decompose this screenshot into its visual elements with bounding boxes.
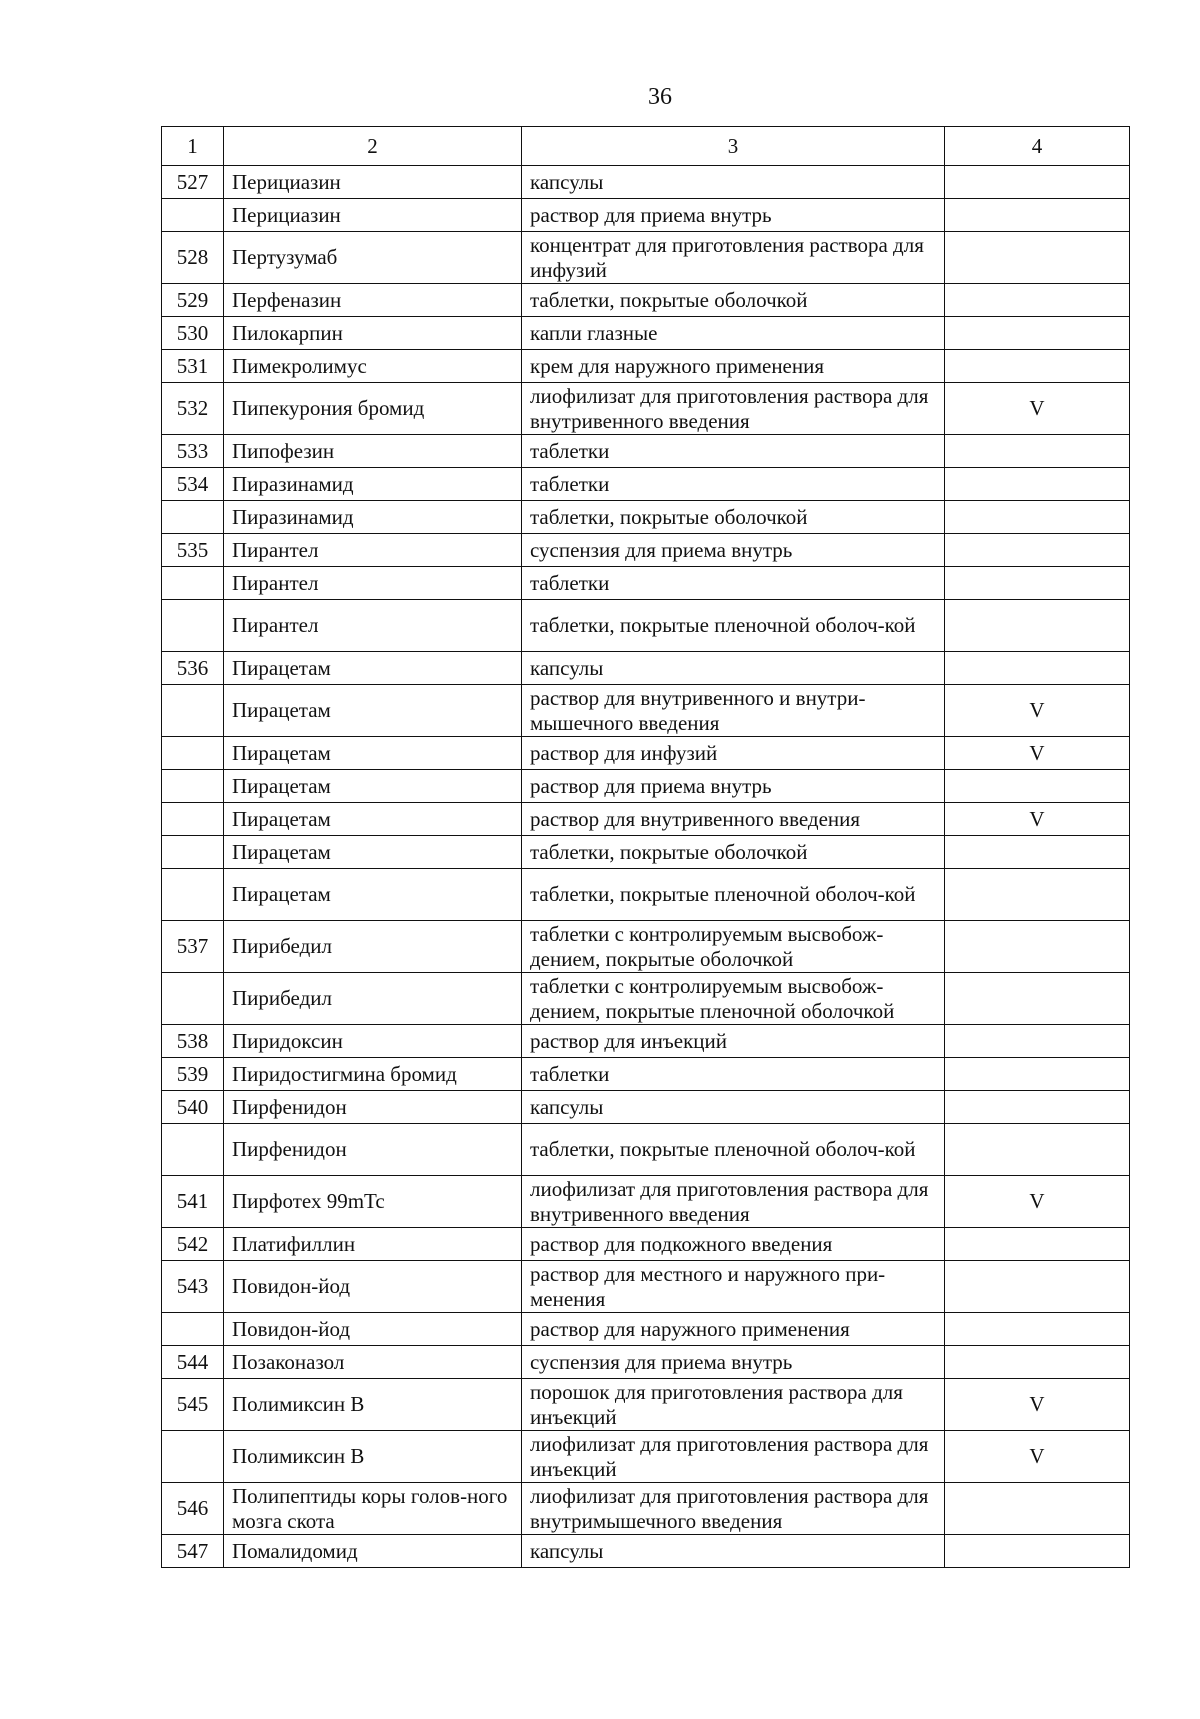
table-row bbox=[162, 921, 1130, 973]
table-row bbox=[162, 534, 1130, 567]
mark-cell bbox=[945, 921, 1130, 973]
drug-name: Пирацетам bbox=[224, 770, 522, 803]
drug-name: Пирацетам bbox=[224, 869, 522, 921]
table-row bbox=[162, 803, 1130, 836]
dosage-form: порошок для приготовления раствора для инъекций bbox=[522, 1379, 945, 1431]
table-row bbox=[162, 652, 1130, 685]
drug-name: Пирфотех 99mTc bbox=[224, 1176, 522, 1228]
drug-name: Перфеназин bbox=[224, 284, 522, 317]
row-number bbox=[162, 770, 224, 803]
drug-name: Повидон-йод bbox=[224, 1313, 522, 1346]
table-row bbox=[162, 1228, 1130, 1261]
mark-cell bbox=[945, 1228, 1130, 1261]
dosage-form: раствор для подкожного введения bbox=[522, 1228, 945, 1261]
mark-cell bbox=[945, 770, 1130, 803]
row-number: 533 bbox=[162, 435, 224, 468]
mark-cell bbox=[945, 1025, 1130, 1058]
header-cell-1: 1 bbox=[162, 127, 224, 166]
dosage-form: таблетки, покрытые оболочкой bbox=[522, 284, 945, 317]
table-row bbox=[162, 1261, 1130, 1313]
drug-name: Позаконазол bbox=[224, 1346, 522, 1379]
row-number bbox=[162, 199, 224, 232]
dosage-form: раствор для инфузий bbox=[522, 737, 945, 770]
row-number: 535 bbox=[162, 534, 224, 567]
mark-cell bbox=[945, 166, 1130, 199]
row-number: 530 bbox=[162, 317, 224, 350]
drug-name: Пертузумаб bbox=[224, 232, 522, 284]
mark-cell: V bbox=[945, 1379, 1130, 1431]
table-row bbox=[162, 1058, 1130, 1091]
drug-name: Пирантел bbox=[224, 567, 522, 600]
table-row bbox=[162, 435, 1130, 468]
drug-table bbox=[161, 126, 1130, 1568]
table-row bbox=[162, 1091, 1130, 1124]
drug-name: Пипофезин bbox=[224, 435, 522, 468]
dosage-form: раствор для местного и наружного при-менения bbox=[522, 1261, 945, 1313]
dosage-form: капсулы bbox=[522, 1091, 945, 1124]
mark-cell: V bbox=[945, 737, 1130, 770]
table-row bbox=[162, 1313, 1130, 1346]
table-row bbox=[162, 1346, 1130, 1379]
row-number bbox=[162, 600, 224, 652]
dosage-form: раствор для внутривенного введения bbox=[522, 803, 945, 836]
drug-name: Пирантел bbox=[224, 534, 522, 567]
mark-cell: V bbox=[945, 803, 1130, 836]
row-number: 547 bbox=[162, 1535, 224, 1568]
dosage-form: таблетки bbox=[522, 468, 945, 501]
row-number: 544 bbox=[162, 1346, 224, 1379]
mark-cell: V bbox=[945, 1176, 1130, 1228]
table-row bbox=[162, 284, 1130, 317]
mark-cell bbox=[945, 1261, 1130, 1313]
row-number bbox=[162, 973, 224, 1025]
mark-cell bbox=[945, 199, 1130, 232]
drug-name: Пирибедил bbox=[224, 973, 522, 1025]
mark-cell bbox=[945, 1535, 1130, 1568]
row-number: 537 bbox=[162, 921, 224, 973]
header-row bbox=[162, 127, 1130, 166]
table-row bbox=[162, 232, 1130, 284]
dosage-form: лиофилизат для приготовления раствора для инъекций bbox=[522, 1431, 945, 1483]
dosage-form: таблетки bbox=[522, 567, 945, 600]
row-number bbox=[162, 737, 224, 770]
row-number: 541 bbox=[162, 1176, 224, 1228]
dosage-form: таблетки с контролируемым высвобож-дением, покрытые оболочкой bbox=[522, 921, 945, 973]
mark-cell bbox=[945, 652, 1130, 685]
row-number: 528 bbox=[162, 232, 224, 284]
row-number: 531 bbox=[162, 350, 224, 383]
table-row bbox=[162, 1379, 1130, 1431]
row-number bbox=[162, 685, 224, 737]
mark-cell bbox=[945, 1346, 1130, 1379]
dosage-form: лиофилизат для приготовления раствора для внутривенного введения bbox=[522, 383, 945, 435]
drug-name: Пиридоксин bbox=[224, 1025, 522, 1058]
header-cell-2: 2 bbox=[224, 127, 522, 166]
dosage-form: концентрат для приготовления раствора для инфузий bbox=[522, 232, 945, 284]
row-number: 542 bbox=[162, 1228, 224, 1261]
dosage-form: таблетки с контролируемым высвобож-дением, покрытые пленочной оболочкой bbox=[522, 973, 945, 1025]
drug-name: Пирацетам bbox=[224, 652, 522, 685]
dosage-form: суспензия для приема внутрь bbox=[522, 534, 945, 567]
mark-cell bbox=[945, 1483, 1130, 1535]
dosage-form: раствор для приема внутрь bbox=[522, 770, 945, 803]
row-number bbox=[162, 836, 224, 869]
dosage-form: таблетки, покрытые оболочкой bbox=[522, 836, 945, 869]
table-row bbox=[162, 199, 1130, 232]
mark-cell bbox=[945, 1124, 1130, 1176]
mark-cell bbox=[945, 836, 1130, 869]
row-number bbox=[162, 803, 224, 836]
drug-name: Пилокарпин bbox=[224, 317, 522, 350]
row-number: 543 bbox=[162, 1261, 224, 1313]
row-number bbox=[162, 869, 224, 921]
dosage-form: лиофилизат для приготовления раствора для внутривенного введения bbox=[522, 1176, 945, 1228]
mark-cell bbox=[945, 534, 1130, 567]
drug-name: Пирацетам bbox=[224, 737, 522, 770]
table-row bbox=[162, 973, 1130, 1025]
dosage-form: раствор для внутривенного и внутри-мышечного введения bbox=[522, 685, 945, 737]
mark-cell bbox=[945, 567, 1130, 600]
drug-name: Пиридостигмина бромид bbox=[224, 1058, 522, 1091]
dosage-form: таблетки bbox=[522, 435, 945, 468]
drug-name: Пипекурония бромид bbox=[224, 383, 522, 435]
dosage-form: раствор для наружного применения bbox=[522, 1313, 945, 1346]
drug-name: Пимекролимус bbox=[224, 350, 522, 383]
drug-name: Пирацетам bbox=[224, 836, 522, 869]
mark-cell bbox=[945, 468, 1130, 501]
drug-name: Пирфенидон bbox=[224, 1091, 522, 1124]
row-number bbox=[162, 567, 224, 600]
drug-name: Перициазин bbox=[224, 166, 522, 199]
row-number: 538 bbox=[162, 1025, 224, 1058]
mark-cell bbox=[945, 869, 1130, 921]
dosage-form: капсулы bbox=[522, 652, 945, 685]
table-row bbox=[162, 166, 1130, 199]
drug-name: Платифиллин bbox=[224, 1228, 522, 1261]
row-number: 546 bbox=[162, 1483, 224, 1535]
drug-name: Пирацетам bbox=[224, 803, 522, 836]
header-cell-3: 3 bbox=[522, 127, 945, 166]
dosage-form: капли глазные bbox=[522, 317, 945, 350]
drug-name: Пирацетам bbox=[224, 685, 522, 737]
table-row bbox=[162, 383, 1130, 435]
mark-cell bbox=[945, 501, 1130, 534]
dosage-form: крем для наружного применения bbox=[522, 350, 945, 383]
row-number: 532 bbox=[162, 383, 224, 435]
row-number bbox=[162, 1313, 224, 1346]
drug-name: Полимиксин В bbox=[224, 1379, 522, 1431]
dosage-form: капсулы bbox=[522, 166, 945, 199]
row-number: 534 bbox=[162, 468, 224, 501]
mark-cell bbox=[945, 350, 1130, 383]
mark-cell bbox=[945, 600, 1130, 652]
drug-name: Пиразинамид bbox=[224, 501, 522, 534]
row-number: 540 bbox=[162, 1091, 224, 1124]
dosage-form: таблетки, покрытые оболочкой bbox=[522, 501, 945, 534]
table-row bbox=[162, 1124, 1130, 1176]
drug-name: Полимиксин В bbox=[224, 1431, 522, 1483]
row-number bbox=[162, 501, 224, 534]
mark-cell bbox=[945, 284, 1130, 317]
drug-name: Повидон-йод bbox=[224, 1261, 522, 1313]
dosage-form: лиофилизат для приготовления раствора для внутримышечного введения bbox=[522, 1483, 945, 1535]
dosage-form: суспензия для приема внутрь bbox=[522, 1346, 945, 1379]
table-row bbox=[162, 1483, 1130, 1535]
table-row bbox=[162, 1176, 1130, 1228]
dosage-form: раствор для инъекций bbox=[522, 1025, 945, 1058]
table-row bbox=[162, 600, 1130, 652]
table-row bbox=[162, 869, 1130, 921]
table-row bbox=[162, 468, 1130, 501]
table-row bbox=[162, 737, 1130, 770]
row-number bbox=[162, 1431, 224, 1483]
mark-cell bbox=[945, 1058, 1130, 1091]
drug-name: Пирфенидон bbox=[224, 1124, 522, 1176]
row-number bbox=[162, 1124, 224, 1176]
table-row bbox=[162, 836, 1130, 869]
table-row bbox=[162, 501, 1130, 534]
header-cell-4: 4 bbox=[945, 127, 1130, 166]
mark-cell bbox=[945, 1091, 1130, 1124]
dosage-form: раствор для приема внутрь bbox=[522, 199, 945, 232]
dosage-form: капсулы bbox=[522, 1535, 945, 1568]
table-row bbox=[162, 1535, 1130, 1568]
table-row bbox=[162, 350, 1130, 383]
dosage-form: таблетки, покрытые пленочной оболоч-кой bbox=[522, 600, 945, 652]
mark-cell bbox=[945, 435, 1130, 468]
page-number: 36 bbox=[648, 84, 672, 110]
dosage-form: таблетки, покрытые пленочной оболоч-кой bbox=[522, 869, 945, 921]
drug-name: Помалидомид bbox=[224, 1535, 522, 1568]
drug-name: Пирибедил bbox=[224, 921, 522, 973]
mark-cell bbox=[945, 232, 1130, 284]
drug-name: Пиразинамид bbox=[224, 468, 522, 501]
row-number: 539 bbox=[162, 1058, 224, 1091]
table-row bbox=[162, 567, 1130, 600]
row-number: 536 bbox=[162, 652, 224, 685]
drug-name: Перициазин bbox=[224, 199, 522, 232]
dosage-form: таблетки bbox=[522, 1058, 945, 1091]
mark-cell: V bbox=[945, 1431, 1130, 1483]
dosage-form: таблетки, покрытые пленочной оболоч-кой bbox=[522, 1124, 945, 1176]
drug-name: Полипептиды коры голов-ного мозга скота bbox=[224, 1483, 522, 1535]
row-number: 527 bbox=[162, 166, 224, 199]
table-row bbox=[162, 317, 1130, 350]
mark-cell: V bbox=[945, 383, 1130, 435]
table-row bbox=[162, 770, 1130, 803]
mark-cell: V bbox=[945, 685, 1130, 737]
mark-cell bbox=[945, 973, 1130, 1025]
drug-name: Пирантел bbox=[224, 600, 522, 652]
mark-cell bbox=[945, 317, 1130, 350]
table-row bbox=[162, 1431, 1130, 1483]
mark-cell bbox=[945, 1313, 1130, 1346]
table-row bbox=[162, 1025, 1130, 1058]
row-number: 529 bbox=[162, 284, 224, 317]
table-row bbox=[162, 685, 1130, 737]
row-number: 545 bbox=[162, 1379, 224, 1431]
